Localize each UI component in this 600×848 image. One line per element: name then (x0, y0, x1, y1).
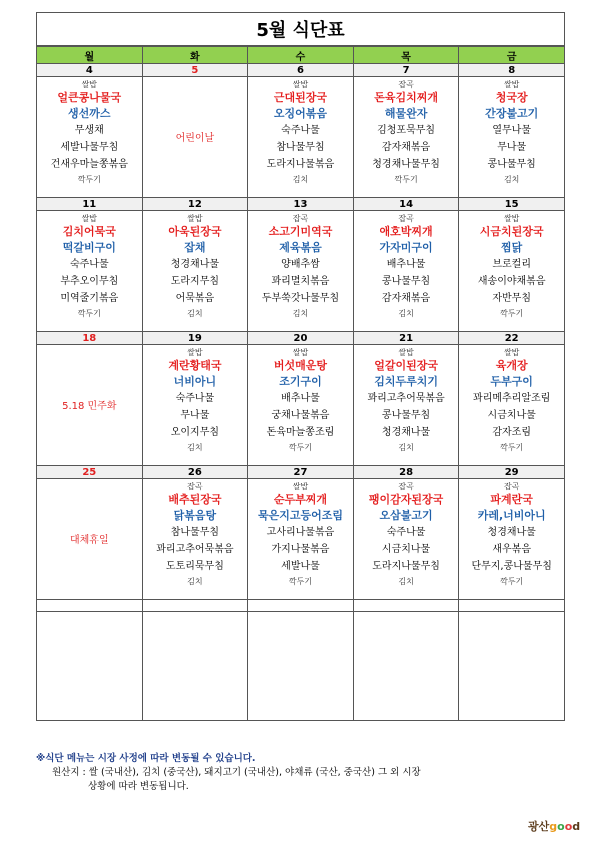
side-dish-label: 새송이야채볶음 (477, 276, 546, 287)
date-row (37, 466, 565, 479)
side-dish-label: 꽈리고추어묵볶음 (156, 544, 234, 555)
soup-label: 근대된장국 (273, 91, 328, 104)
meal-cell (353, 77, 459, 198)
side-dish-label: 새우볶음 (492, 544, 531, 555)
logo-letter: g (549, 820, 558, 833)
logo-text: 광산 (528, 820, 550, 833)
weekday-header: 월 (37, 47, 143, 64)
kimchi-label: 김치 (503, 175, 520, 184)
rice-label: 잡곡 (187, 482, 203, 491)
main-dish-label: 오삼불고기 (379, 509, 433, 522)
date-cell: 21 (353, 332, 459, 345)
side-dish-label: 시금치나물 (381, 544, 431, 555)
soup-label: 소고기미역국 (268, 225, 333, 238)
rice-label: 잡곡 (398, 80, 414, 89)
main-dish-label: 해물완자 (384, 107, 428, 120)
date-cell: 8 (459, 64, 565, 77)
main-dish-label: 조기구이 (279, 375, 322, 388)
date-cell: 6 (248, 64, 354, 77)
side-dish-label: 감자채볶음 (381, 142, 431, 153)
soup-label: 팽이감자된장국 (368, 493, 444, 506)
date-cell: 29 (459, 466, 565, 479)
side-dish-label: 도토리묵무침 (165, 561, 224, 572)
main-dish-label: 찜닭 (501, 241, 523, 254)
holiday-label: 대체휴일 (69, 535, 109, 546)
rice-label: 쌀밥 (187, 348, 203, 357)
side-dish-label: 미역줄기볶음 (60, 293, 119, 304)
soup-label: 육개장 (495, 359, 528, 372)
side-dish-label: 꽈리고추어묵볶음 (367, 393, 445, 404)
side-dish-label: 도라지무침 (170, 276, 220, 287)
kimchi-label: 김치 (187, 443, 203, 452)
date-cell: 26 (142, 466, 248, 479)
side-dish-label: 청경채나물 (381, 427, 431, 438)
side-dish-label: 청경채나물 (170, 259, 220, 270)
meal-row (37, 479, 565, 600)
date-cell: 5 (142, 64, 248, 77)
soup-label: 순두부찌개 (273, 493, 328, 506)
soup-label: 버섯매운탕 (273, 359, 328, 372)
side-dish-label: 단무지,콩나물무침 (471, 561, 552, 572)
side-dish-label: 도라지나물볶음 (266, 159, 335, 170)
side-dish-label: 양배추쌈 (281, 259, 320, 270)
side-dish-label: 꽈리멸치볶음 (271, 276, 330, 287)
empty-date-cell (142, 600, 248, 612)
main-dish-label: 떡갈비구이 (62, 241, 116, 254)
kimchi-label: 깍두기 (500, 309, 524, 318)
date-cell: 15 (459, 198, 565, 211)
date-cell: 22 (459, 332, 565, 345)
soup-label: 배추된장국 (168, 493, 222, 506)
side-dish-label: 청경채나물 (487, 527, 536, 538)
kimchi-label: 깍두기 (500, 577, 524, 586)
soup-label: 파계란국 (490, 493, 533, 506)
side-dish-label: 궁채나물볶음 (271, 410, 330, 421)
side-dish-label: 열무나물 (492, 125, 531, 136)
meal-cell (248, 345, 354, 466)
soup-label: 애호박찌개 (379, 225, 433, 238)
meal-cell (248, 479, 354, 600)
side-dish-label: 참나물무침 (170, 527, 220, 538)
empty-meal-cell (142, 612, 248, 721)
main-dish-label: 카레,너비아니 (477, 509, 546, 522)
kimchi-label: 김치 (187, 309, 203, 318)
meal-cell (142, 479, 248, 600)
kimchi-label: 깍두기 (77, 309, 101, 318)
side-dish-label: 숙주나물 (175, 393, 215, 404)
kimchi-label: 김치 (187, 577, 203, 586)
rice-label: 쌀밥 (292, 80, 309, 89)
side-dish-label: 도라지나물무침 (372, 561, 440, 572)
meal-row (37, 345, 565, 466)
side-dish-label: 콩나물무침 (381, 276, 431, 287)
side-dish-label: 어묵볶음 (175, 293, 215, 304)
rice-label: 잡곡 (398, 214, 414, 223)
side-dish-label: 참나물무침 (276, 142, 325, 153)
meal-cell (37, 345, 143, 466)
kimchi-label: 김치 (292, 309, 309, 318)
kimchi-label: 깍두기 (500, 443, 524, 452)
soup-label: 돈육김치찌개 (374, 91, 438, 104)
meal-cell (353, 345, 459, 466)
origin-note-line2: 상황에 따라 변동됩니다. (88, 781, 189, 792)
side-dish-label: 부추오이무침 (60, 276, 119, 287)
kimchi-label: 깍두기 (288, 577, 313, 586)
date-cell: 12 (142, 198, 248, 211)
logo (528, 818, 580, 834)
empty-meal-cell (248, 612, 354, 721)
main-dish-label: 가자미구이 (379, 241, 433, 254)
logo-letter: o (564, 820, 573, 833)
meal-row (37, 77, 565, 198)
rice-label: 잡곡 (503, 482, 520, 491)
main-dish-label: 오징어볶음 (273, 107, 328, 120)
rice-label: 쌀밥 (503, 348, 520, 357)
logo-letter: o (557, 820, 565, 833)
weekday-header: 목 (353, 47, 459, 64)
page-title: 5월 식단표 (36, 12, 565, 46)
holiday-label: 어린이날 (175, 133, 215, 144)
date-cell: 13 (248, 198, 354, 211)
meal-cell (459, 77, 565, 198)
side-dish-label: 자반무침 (492, 293, 531, 304)
rice-label: 쌀밥 (81, 80, 98, 89)
side-dish-label: 콩나물무침 (487, 159, 536, 170)
date-cell: 25 (37, 466, 143, 479)
date-row (37, 332, 565, 345)
side-dish-label: 배추나물 (281, 393, 320, 404)
side-dish-label: 꽈리메추리알조림 (473, 393, 551, 404)
soup-label: 얼갈이된장국 (374, 359, 438, 372)
meal-cell (142, 211, 248, 332)
side-dish-label: 김청포묵무침 (377, 125, 436, 136)
rice-label: 쌀밥 (292, 348, 309, 357)
meal-cell (142, 345, 248, 466)
empty-meal-row (37, 612, 565, 721)
date-cell: 27 (248, 466, 354, 479)
rice-label: 잡곡 (292, 214, 309, 223)
rice-label: 쌀밥 (503, 80, 520, 89)
date-cell: 11 (37, 198, 143, 211)
side-dish-label: 오이지무침 (170, 427, 220, 438)
date-cell: 19 (142, 332, 248, 345)
soup-label: 얼큰콩나물국 (57, 91, 122, 104)
side-dish-label: 세발나물무침 (60, 142, 119, 153)
weekday-row (37, 47, 565, 64)
empty-date-cell (37, 600, 143, 612)
side-dish-label: 브로컬리 (492, 259, 531, 270)
soup-label: 계란황태국 (168, 359, 222, 372)
side-dish-label: 무나물 (497, 142, 527, 153)
main-dish-label: 묵은지고등어조림 (257, 509, 343, 522)
notes (36, 752, 566, 794)
empty-date-cell (459, 600, 565, 612)
side-dish-label: 숙주나물 (386, 527, 426, 538)
weekday-header: 금 (459, 47, 565, 64)
date-row (37, 198, 565, 211)
meal-cell (142, 77, 248, 198)
side-dish-label: 세발나물 (281, 561, 320, 572)
side-dish-label: 가지나물볶음 (271, 544, 330, 555)
soup-label: 아욱된장국 (168, 225, 222, 238)
side-dish-label: 고사리나물볶음 (266, 527, 335, 538)
weekday-header: 화 (142, 47, 248, 64)
side-dish-label: 감자채볶음 (381, 293, 431, 304)
side-dish-label: 무생채 (74, 125, 104, 136)
main-dish-label: 두부구이 (490, 375, 533, 388)
warning-note: ※식단 메뉴는 시장 사정에 따라 변동될 수 있습니다. (36, 753, 256, 764)
main-dish-label: 김치두루치기 (374, 375, 438, 388)
side-dish-label: 숙주나물 (69, 259, 109, 270)
meal-cell (37, 479, 143, 600)
meal-cell (459, 479, 565, 600)
side-dish-label: 무나물 (180, 410, 210, 421)
soup-label: 김치어묵국 (62, 225, 116, 238)
side-dish-label: 시금치나물 (487, 410, 536, 421)
kimchi-label: 깍두기 (77, 175, 101, 184)
empty-date-cell (353, 600, 459, 612)
rice-label: 쌀밥 (187, 214, 203, 223)
main-dish-label: 닭볶음탕 (173, 509, 217, 522)
meal-cell (353, 211, 459, 332)
main-dish-label: 잡채 (184, 241, 206, 254)
rice-label: 쌀밥 (503, 214, 520, 223)
kimchi-label: 깍두기 (288, 443, 313, 452)
meal-cell (37, 211, 143, 332)
soup-label: 청국장 (495, 91, 528, 104)
date-cell: 4 (37, 64, 143, 77)
kimchi-label: 김치 (398, 309, 414, 318)
rice-label: 잡곡 (398, 482, 414, 491)
rice-label: 쌀밥 (398, 348, 414, 357)
menu-table (36, 46, 565, 721)
kimchi-label: 김치 (398, 577, 414, 586)
side-dish-label: 돈육마늘쫑조림 (266, 427, 335, 438)
origin-note-line1: 원산지 : 쌀 (국내산), 김치 (중국산), 돼지고기 (국내산), 야채류 (국산, 중국산) 그 외 시장 (52, 767, 421, 778)
meal-cell (248, 77, 354, 198)
date-cell: 28 (353, 466, 459, 479)
empty-meal-cell (459, 612, 565, 721)
soup-label: 시금치된장국 (479, 225, 544, 238)
side-dish-label: 청경채나물무침 (372, 159, 440, 170)
logo-letter: d (572, 820, 581, 833)
date-row (37, 64, 565, 77)
side-dish-label: 건새우마늘쫑볶음 (50, 159, 128, 170)
kimchi-label: 깍두기 (394, 175, 418, 184)
meal-row (37, 211, 565, 332)
date-cell: 20 (248, 332, 354, 345)
date-cell: 18 (37, 332, 143, 345)
rice-label: 쌀밥 (81, 214, 98, 223)
main-dish-label: 생선까스 (68, 107, 111, 120)
rice-label: 쌀밥 (292, 482, 309, 491)
side-dish-label: 감자조림 (492, 427, 531, 438)
side-dish-label: 두부쑥갓나물무침 (261, 293, 340, 304)
side-dish-label: 배추나물 (386, 259, 426, 270)
date-cell: 14 (353, 198, 459, 211)
empty-meal-cell (353, 612, 459, 721)
side-dish-label: 콩나물무침 (381, 410, 431, 421)
main-dish-label: 제육볶음 (279, 241, 322, 254)
meal-cell (459, 345, 565, 466)
meal-cell (37, 77, 143, 198)
empty-meal-cell (37, 612, 143, 721)
main-dish-label: 간장불고기 (485, 107, 539, 120)
main-dish-label: 너비아니 (173, 375, 217, 388)
kimchi-label: 김치 (398, 443, 414, 452)
date-cell: 7 (353, 64, 459, 77)
weekday-header: 수 (248, 47, 354, 64)
meal-cell (248, 211, 354, 332)
kimchi-label: 김치 (292, 175, 309, 184)
meal-cell (353, 479, 459, 600)
empty-date-cell (248, 600, 354, 612)
side-dish-label: 숙주나물 (281, 125, 320, 136)
meal-cell (459, 211, 565, 332)
holiday-label: 5.18 민주화 (62, 401, 117, 412)
empty-date-row (37, 600, 565, 612)
menu-sheet (36, 12, 565, 721)
